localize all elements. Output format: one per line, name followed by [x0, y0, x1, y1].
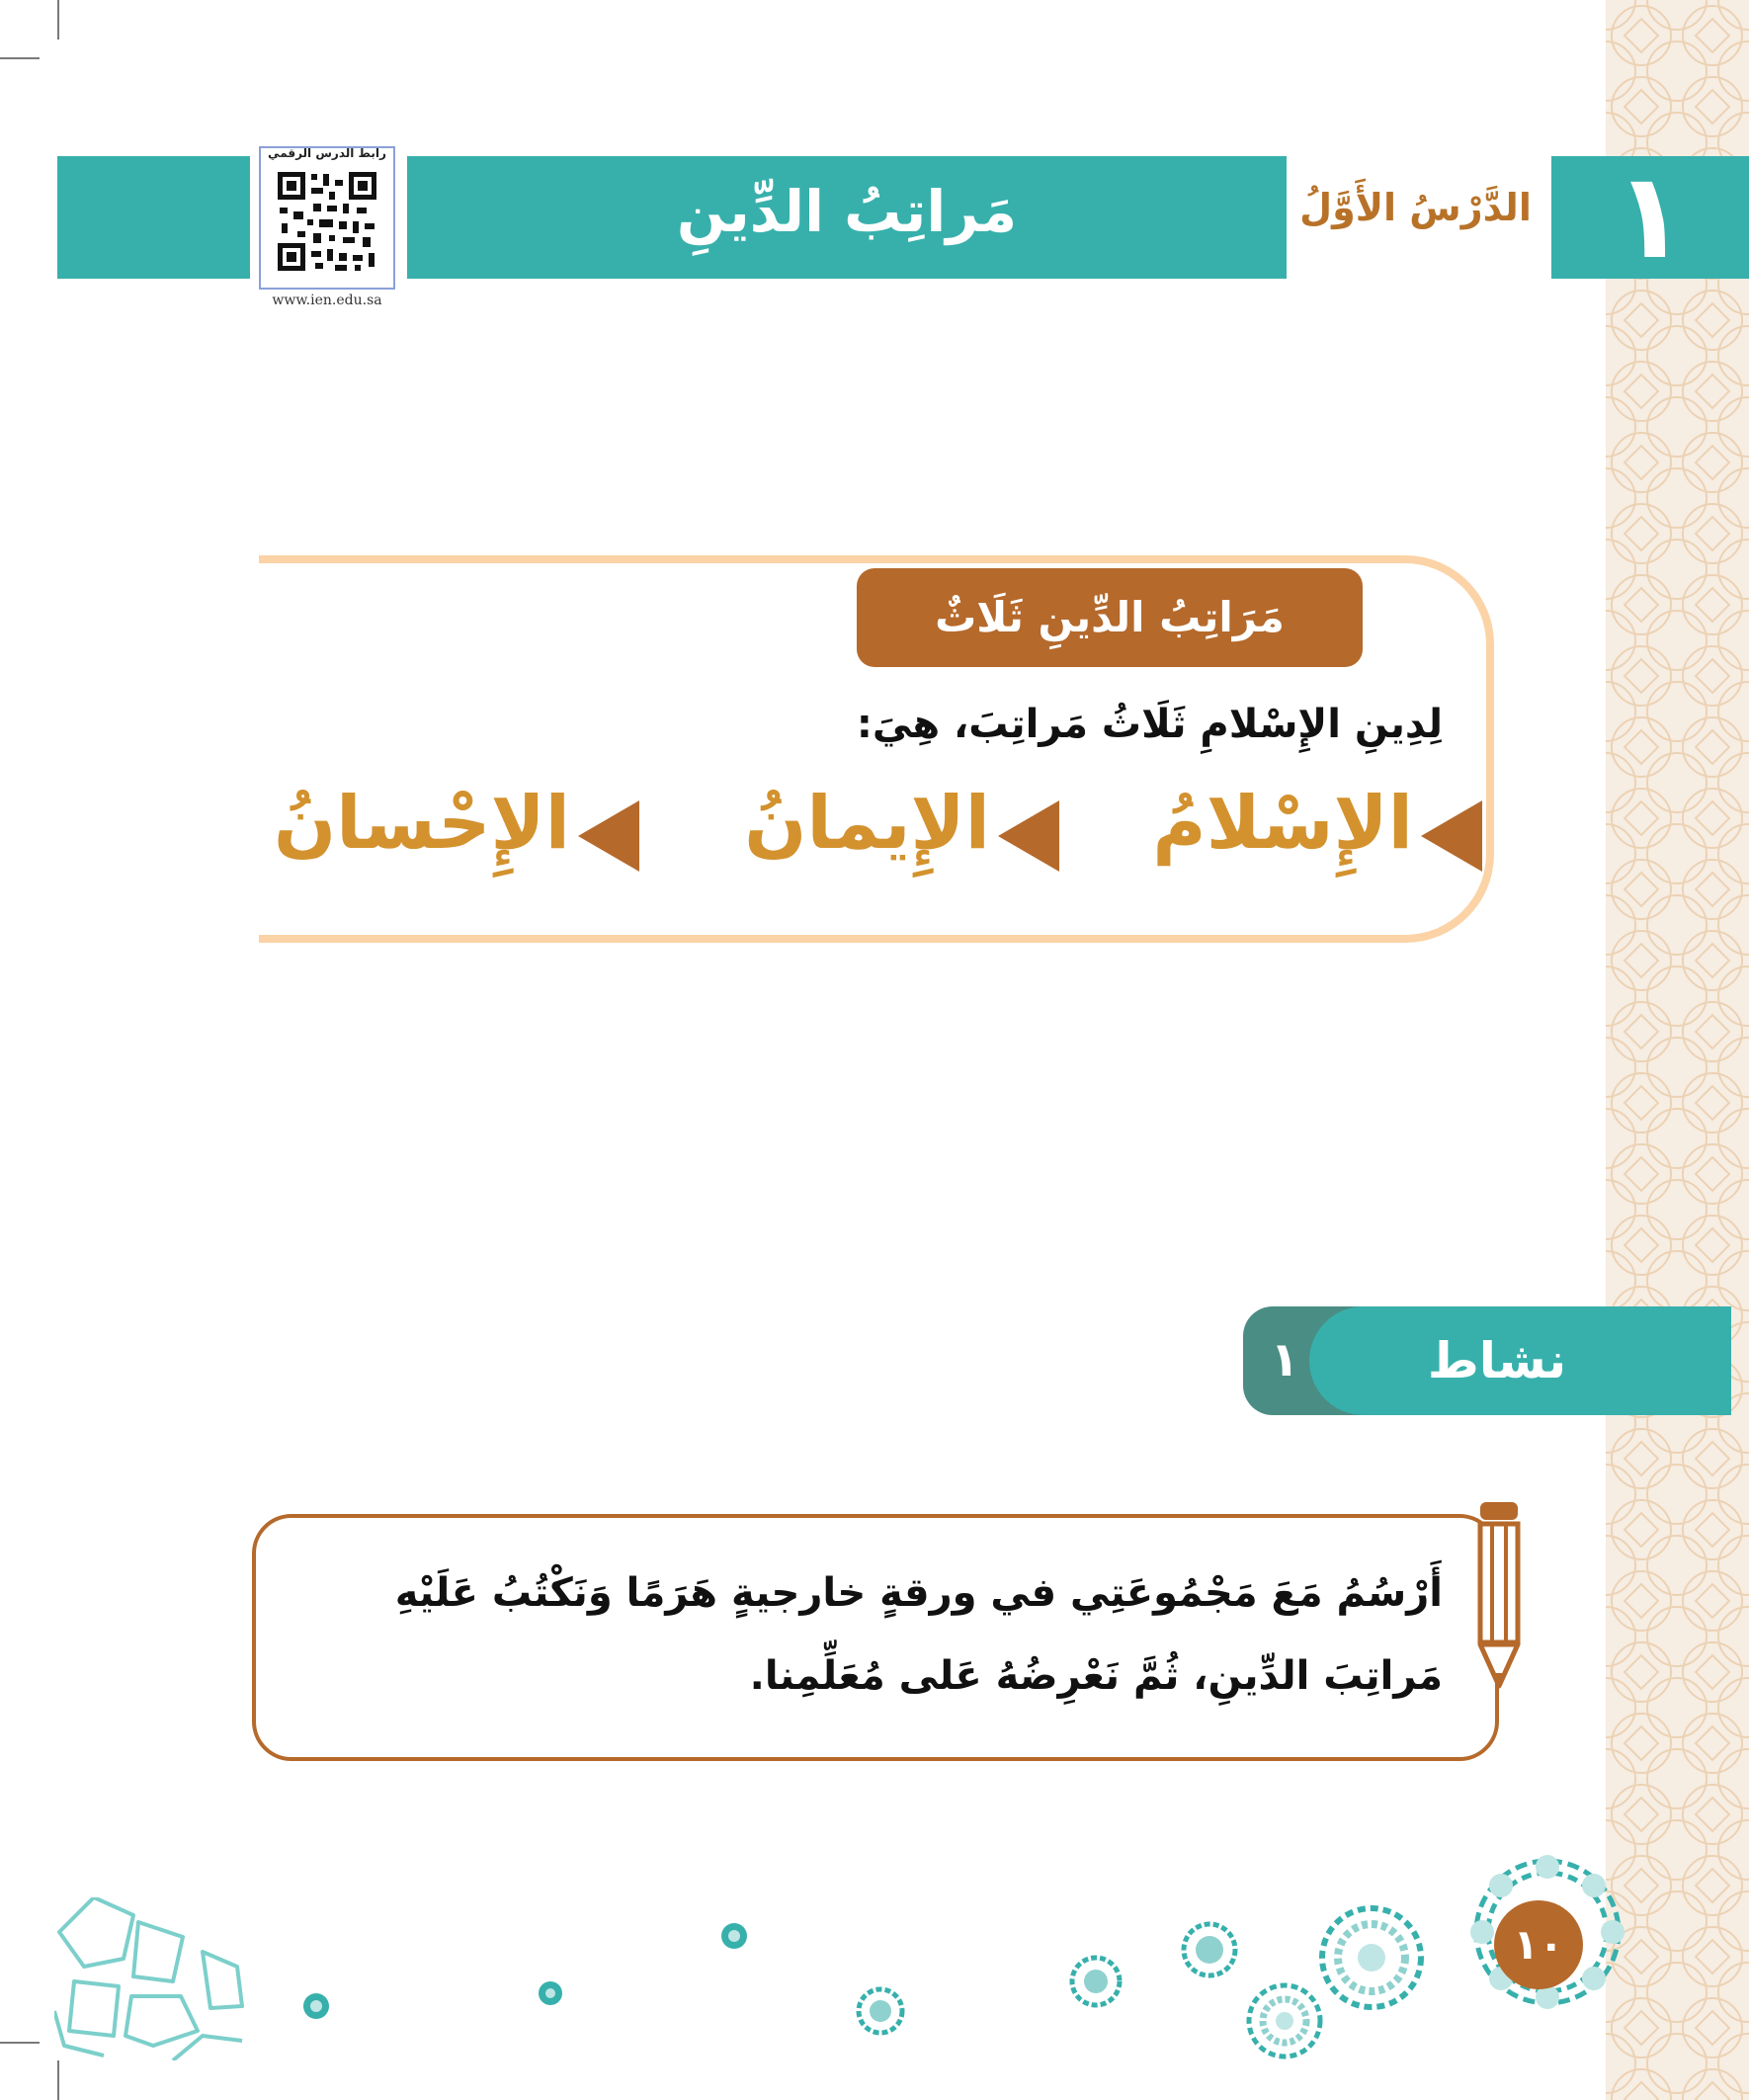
lesson-title: مَراتِبُ الدِّينِ	[676, 178, 1018, 245]
rosette-icon	[1245, 1981, 1324, 2060]
qr-code-icon	[261, 148, 393, 288]
triangle-bullet-icon	[998, 800, 1059, 872]
rosette-icon	[1181, 1921, 1238, 1978]
activity-label: نشاط	[1427, 1332, 1567, 1389]
activity-task-text: أَرْسُمُ مَعَ مَجْمُوعَتِي في ورقةٍ خارجيةٍ هَرَمًا وَنَكْتُبُ عَلَيْهِ مَراتِبَ الدِّينِ، ثُمَّ نَعْرِضُهُ عَلى مُعَلِّمِنا.	[394, 1570, 1443, 1699]
triangle-bullet-icon	[1421, 800, 1482, 872]
ranks-header: مَرَاتِبُ الدِّينِ ثَلَاثٌ	[935, 593, 1285, 641]
pencil-icon	[1474, 1502, 1524, 1690]
qr-url[interactable]: www.ien.edu.sa	[272, 293, 382, 308]
triangle-bullet-icon	[578, 800, 639, 872]
rosette-icon	[1069, 1955, 1123, 2008]
rosette-icon	[856, 1986, 905, 2036]
ranks-intro: لِدِينِ الإِسْلامِ ثَلَاثُ مَراتِبَ، هِيَ:	[856, 702, 1443, 747]
ornamental-side-strip	[1606, 0, 1749, 2100]
geometric-pattern-icon	[54, 1897, 247, 2060]
lesson-number-box	[1551, 148, 1749, 286]
lesson-label: الدَّرْسُ الأَوَّلُ	[1299, 186, 1532, 229]
rank-item-ihsan: الإِحْسانُ	[273, 781, 570, 866]
rosette-icon	[537, 1979, 564, 2007]
qr-caption: رابط الدرس الرقمي	[268, 146, 386, 160]
rosette-icon	[1317, 1903, 1426, 2012]
page-number: ١٠	[1513, 1920, 1564, 1969]
lesson-number: ١	[1614, 148, 1687, 286]
rank-item-iman: الإِيمانُ	[744, 781, 990, 866]
rosette-icon	[301, 1991, 331, 2021]
qr-code-link[interactable]	[259, 146, 395, 290]
rosette-icon	[719, 1921, 749, 1951]
geometric-pattern-icon	[1606, 0, 1749, 2100]
activity-number: ١	[1270, 1332, 1299, 1387]
header-left-band	[57, 156, 250, 279]
rank-item-islam: الإِسْلامُ	[1152, 781, 1413, 866]
